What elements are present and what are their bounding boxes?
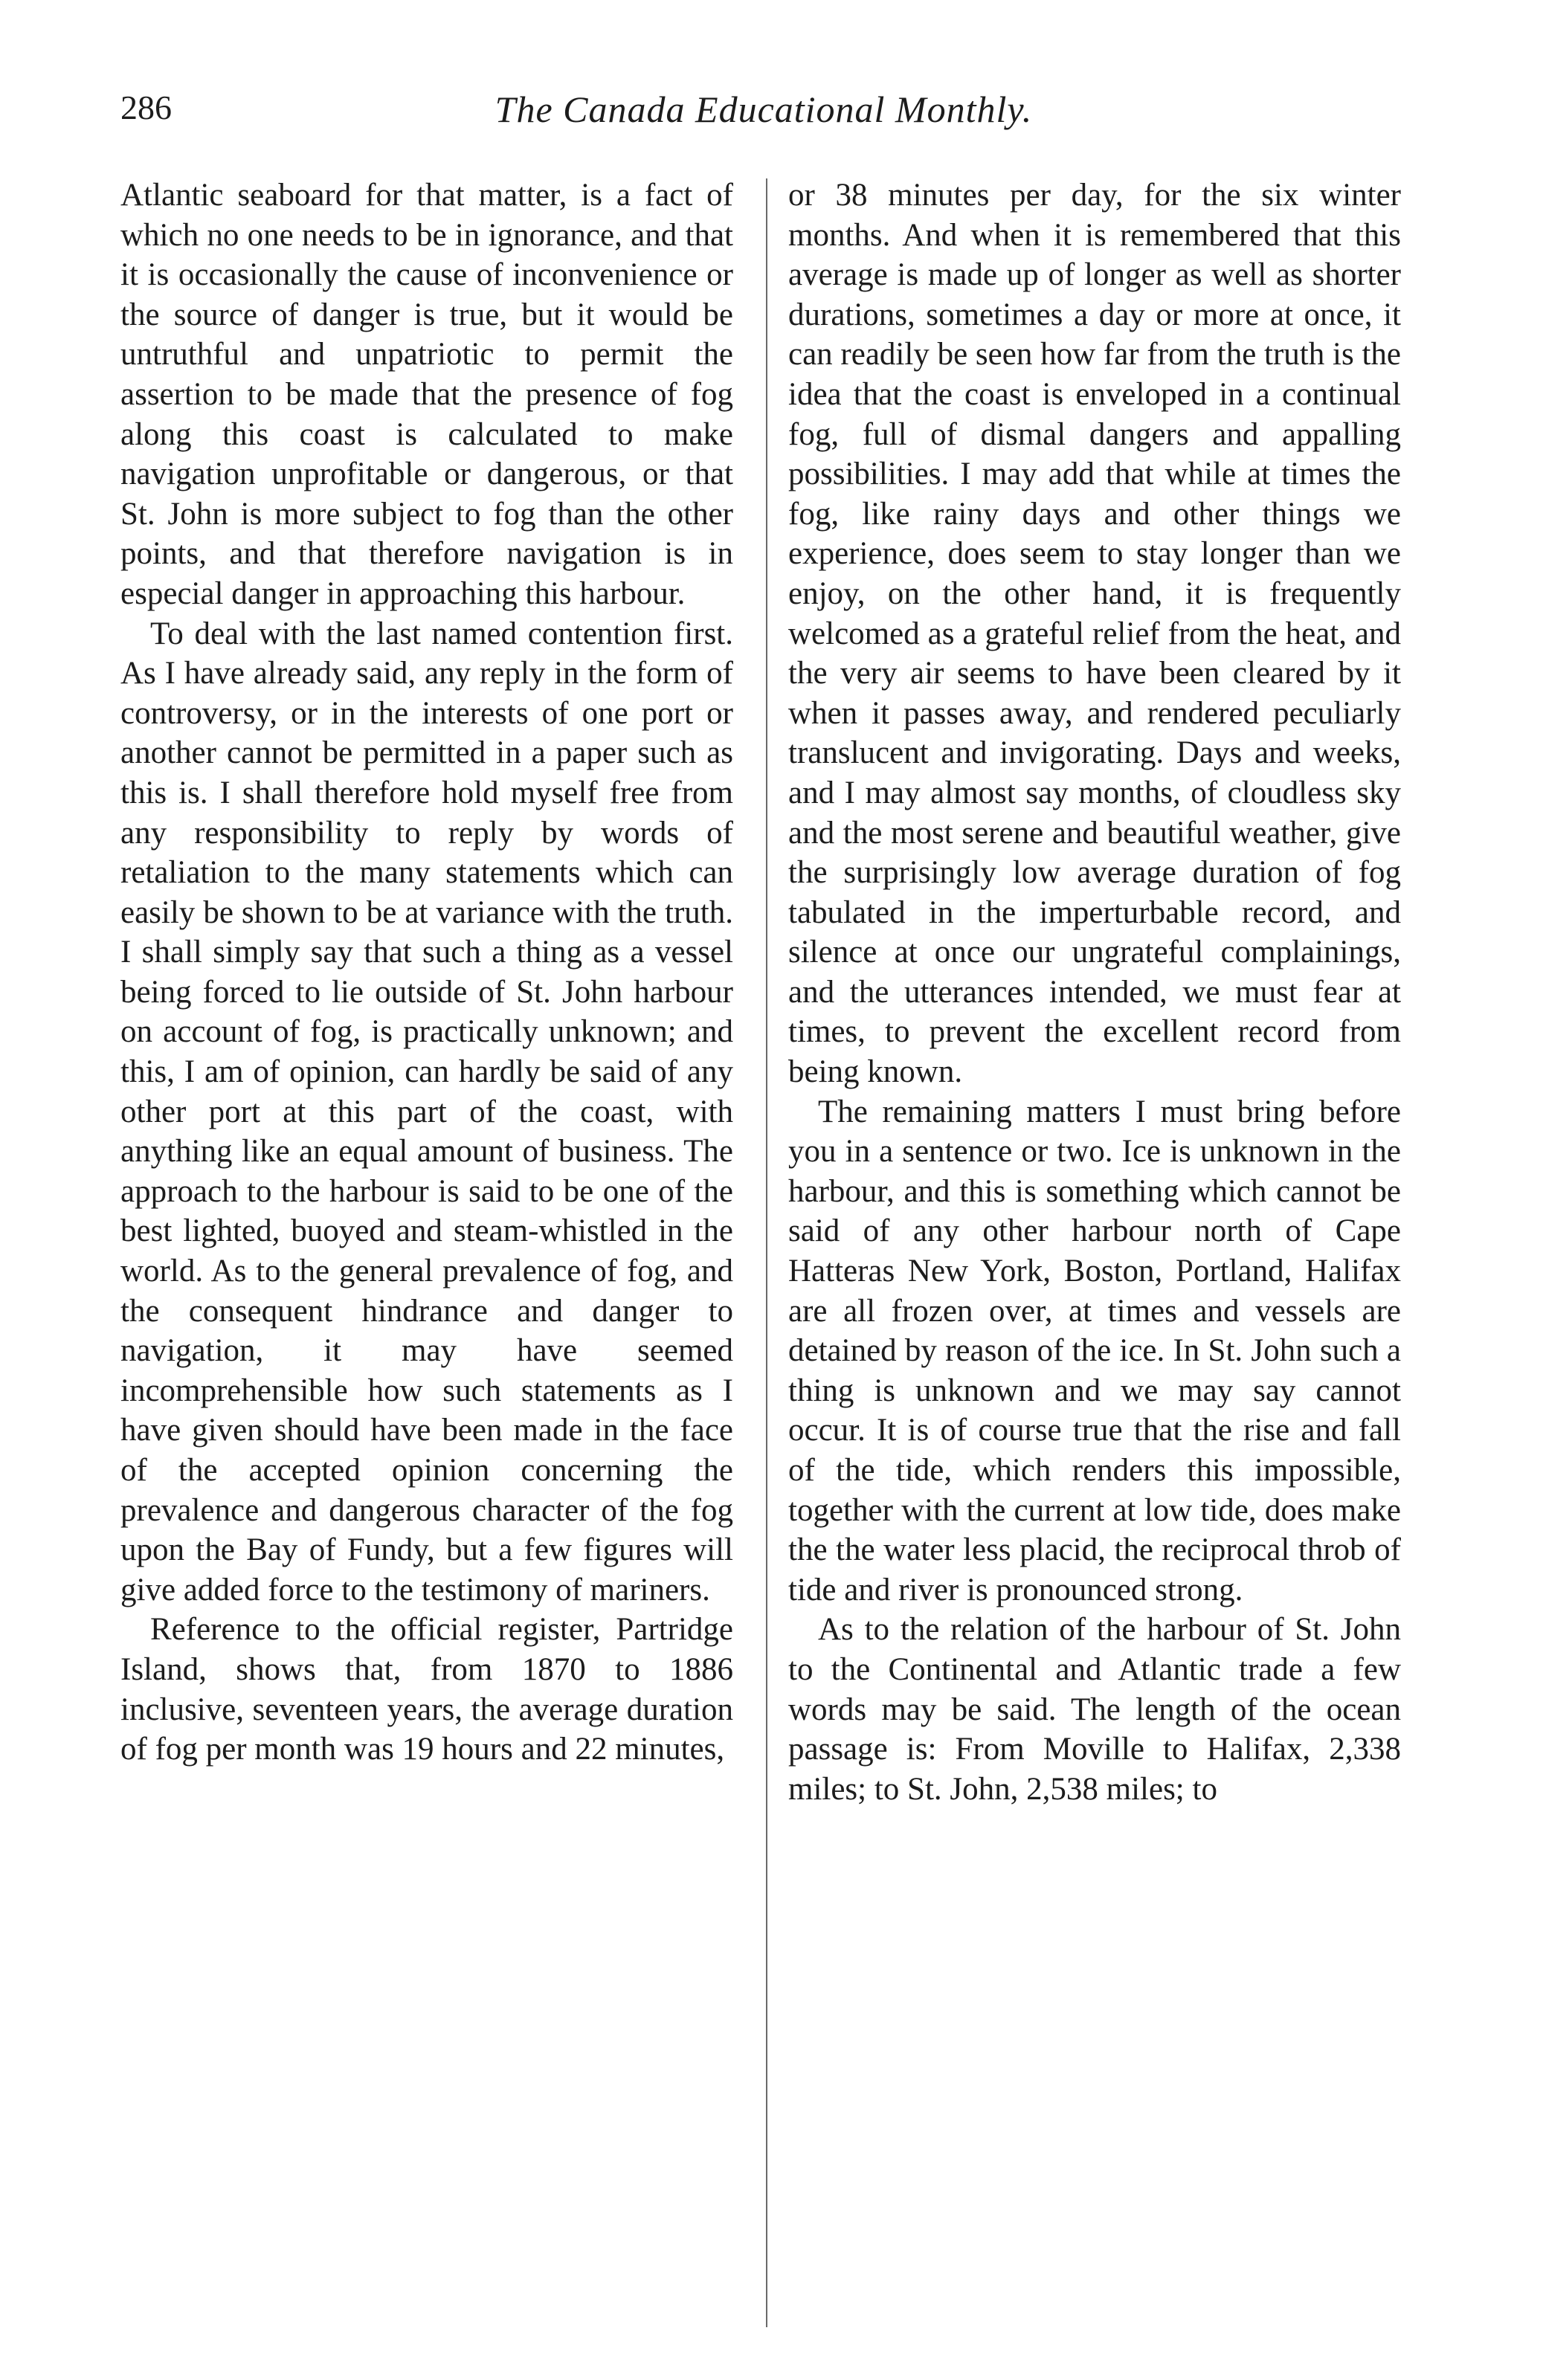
column-divider xyxy=(766,178,767,2327)
paragraph: The remaining matters I must bring before you in a sentence or two. Ice is unknown in the harbour, and this is something which cannot be said of any other harbour north of Cape Hatteras New York, Boston, Portland, Halifax are all frozen over, at times and vessels are detained by reason of the ice. In St. John such a thing is unknown and we may say cannot occur. It is of course true that the rise and fall of the tide, which renders this impossible, together with the current at low tide, does make the the water less placid, the reciprocal throb of tide and river is pronounced strong. xyxy=(788,1094,1401,1607)
left-column xyxy=(120,175,733,1770)
right-column xyxy=(788,175,1401,1809)
paragraph: Atlantic seaboard for that matter, is a fact of which no one needs to be in ignorance, and that it is occasionally the cause of inconvenience or the source of danger is true, but it would be untruthful and unpatriotic to permit the assertion to be made that the presence of fog along this coast is calculated to make navigation unprofitable or dangerous, or that St. John is more subject to fog than the other points, and that therefore navigation is in especial danger in approaching this harbour. xyxy=(120,178,733,611)
page-header xyxy=(120,88,1407,147)
paragraph: Reference to the official register, Partridge Island, shows that, from 1870 to 1886 inclusive, seventeen years, the average duration of fog per month was 19 hours and 22 minutes, xyxy=(120,1612,733,1767)
running-title: The Canada Educational Monthly. xyxy=(495,88,1033,130)
page-number: 286 xyxy=(120,88,172,126)
paragraph: or 38 minutes per day, for the six winter months. And when it is remembered that this average is made up of longer as well as shorter durations, sometimes a day or more at once, it can readily be seen how far from the truth is the idea that the coast is enveloped in a continual fog, full of dismal dangers and appalling possibilities. I may add that while at times the fog, like rainy days and other things we experience, does seem to stay longer than we enjoy, on the other hand, it is frequently welcomed as a grateful relief from the heat, and the very air seems to have been cleared by it when it passes away, and rendered peculiarly translucent and invigorating. Days and weeks, and I may almost say months, of cloudless sky and the most serene and beautiful weather, give the surprisingly low average duration of fog tabulated in the imperturbable record, and silence at once our ungrateful complainings, and the utterances intended, we must fear at times, to prevent the excellent record from being known. xyxy=(788,178,1401,1090)
paragraph: To deal with the last named contention first. As I have already said, any reply in the form of controversy, or in the interests of one port or another cannot be permitted in a paper such as this is. I shall therefore hold myself free from any responsibility to reply by words of retaliation to the many statements which can easily be shown to be at variance with the truth. I shall simply say that such a thing as a vessel being forced to lie outside of St. John harbour on account of fog, is practically unknown; and this, I am of opinion, can hardly be said of any other port at this part of the coast, with anything like an equal amount of business. The approach to the harbour is said to be one of the best lighted, buoyed and steam-whistled in the world. As to the general prevalence of fog, and the consequent hindrance and danger to navigation, it may have seemed incomprehensible how such statements as I have given should have been made in the face of the accepted opinion concerning the prevalence and dangerous character of the fog upon the Bay of Fundy, but a few figures will give added force to the testimony of mariners. xyxy=(120,616,733,1607)
paragraph: As to the relation of the harbour of St. John to the Continental and Atlantic trade a few words may be said. The length of the ocean passage is: From Moville to Halifax, 2,338 miles; to St. John, 2,538 miles; to xyxy=(788,1612,1401,1807)
